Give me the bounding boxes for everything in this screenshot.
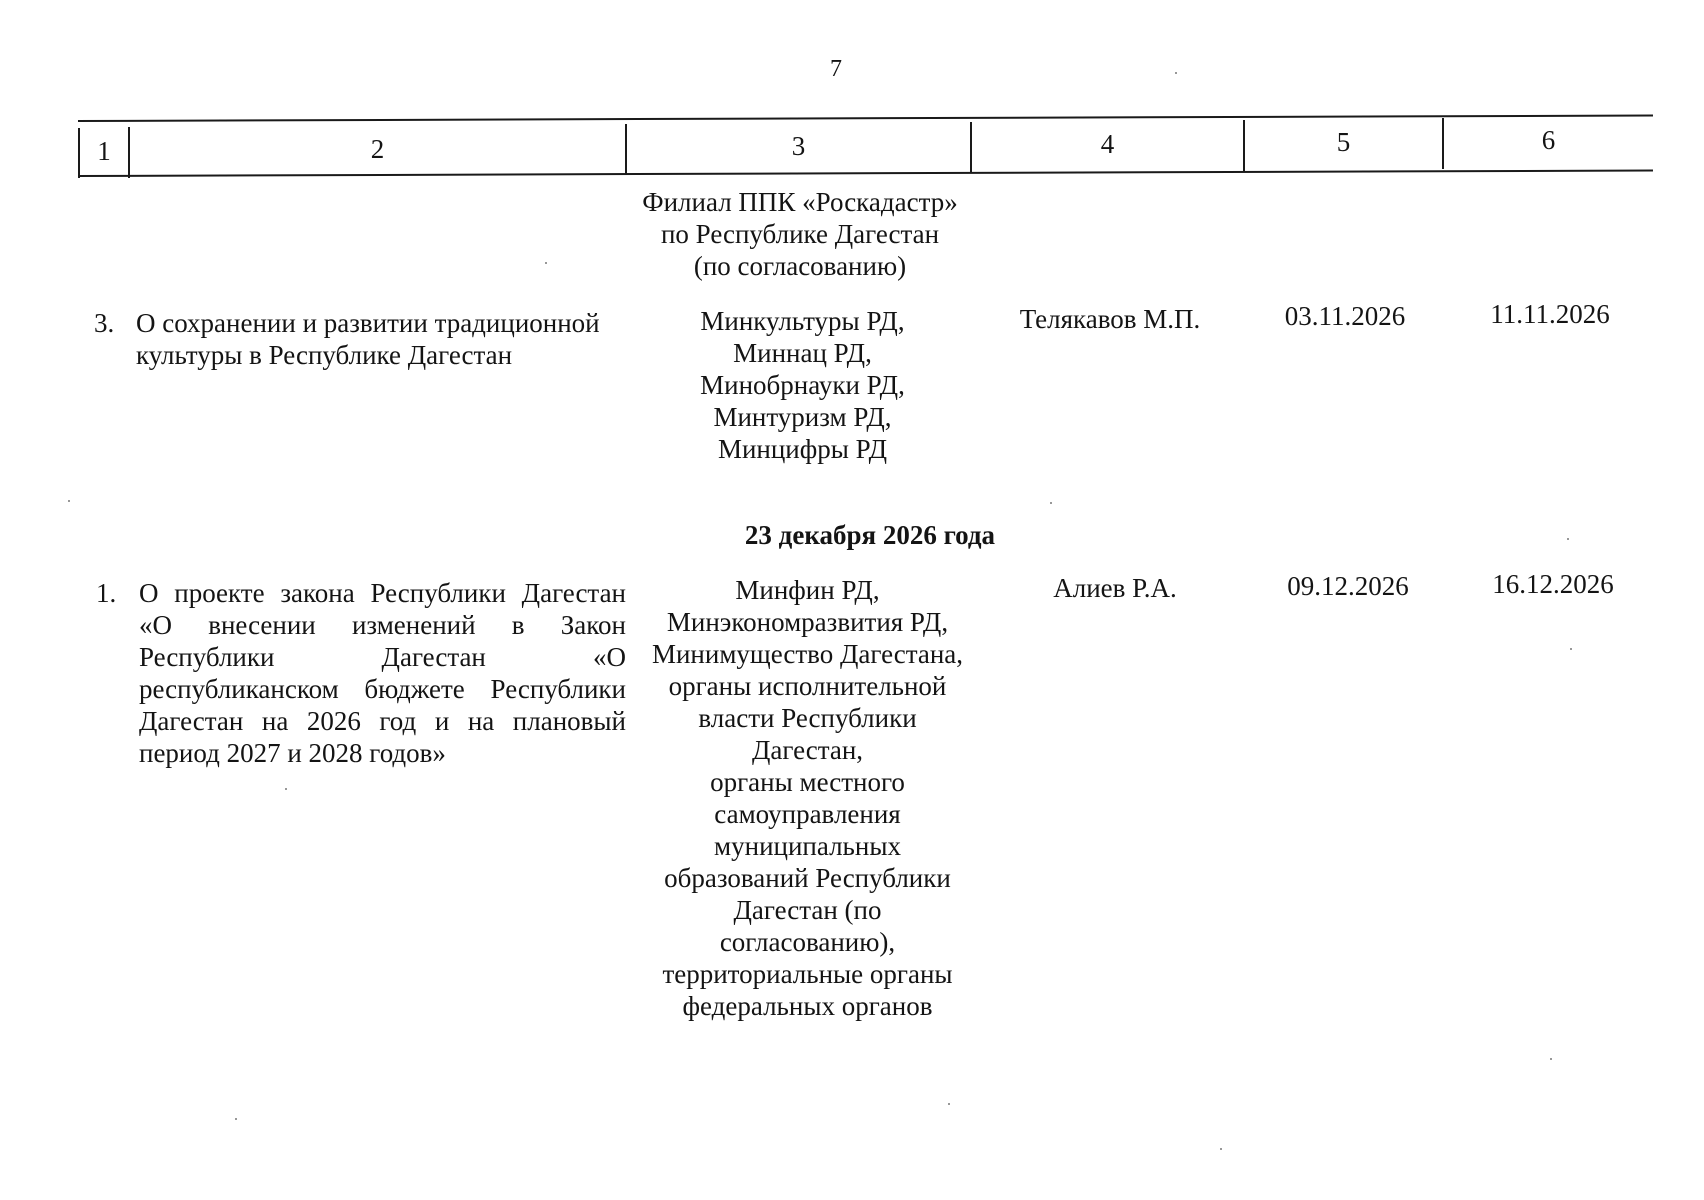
continuation-responsible xyxy=(620,186,980,282)
scan-speck xyxy=(545,262,547,264)
row-date-submit: 03.11.2026 xyxy=(1284,301,1406,331)
scan-speck xyxy=(1220,1148,1222,1150)
responsible-line: Дагестан (по xyxy=(733,895,882,925)
responsible-line: органы исполнительной xyxy=(668,671,947,701)
responsible-line: Минтуризм РД, xyxy=(713,402,892,432)
row-curator: Телякавов М.П. xyxy=(1019,304,1201,334)
responsible-line: федеральных органов xyxy=(682,991,933,1021)
responsible-line: Дагестан, xyxy=(751,735,864,765)
title-line: «О внесении изменений в Закон xyxy=(139,610,626,640)
scan-speck xyxy=(1567,538,1569,540)
responsible-line: Минимущество Дагестана, xyxy=(651,639,964,669)
header-bottom-rule xyxy=(78,170,1653,177)
column-header: 2 xyxy=(370,134,385,164)
scan-speck xyxy=(1570,648,1572,650)
title-line: Республики Дагестан «О xyxy=(139,642,626,672)
title-line: период 2027 и 2028 годов» xyxy=(139,738,446,768)
scan-speck xyxy=(235,1118,237,1120)
responsible-line: образований Республики xyxy=(664,863,951,893)
section-date-heading: 23 декабря 2026 года xyxy=(744,520,996,550)
responsible-line: муниципальных xyxy=(714,831,901,861)
column-header: 3 xyxy=(791,131,806,161)
column-header: 6 xyxy=(1541,125,1556,155)
row-curator: Алиев Р.А. xyxy=(1053,573,1177,603)
header-top-rule xyxy=(78,115,1653,122)
responsible-line: по Республике Дагестан xyxy=(660,219,940,249)
row-responsible xyxy=(640,305,965,465)
responsible-line: самоуправления xyxy=(714,799,901,829)
responsible-line: Минцифры РД xyxy=(717,434,888,464)
responsible-line: Филиал ППК «Роскадастр» xyxy=(642,187,958,217)
title-line: О проекте закона Республики Дагестан xyxy=(139,578,626,608)
row-responsible xyxy=(630,574,985,1022)
title-line: культуры в Республике Дагестан xyxy=(136,340,513,370)
scan-speck xyxy=(1050,502,1052,504)
column-header: 1 xyxy=(97,136,111,166)
responsible-line: Минэкономразвития РД, xyxy=(666,607,949,637)
title-line: О сохранении и развитии традиционной xyxy=(136,308,600,338)
column-header: 5 xyxy=(1336,127,1351,157)
title-line: республиканском бюджете Республики xyxy=(139,674,626,704)
row-title xyxy=(136,307,626,371)
responsible-line: Минфин РД, xyxy=(735,575,880,605)
responsible-line: власти Республики xyxy=(698,703,917,733)
row-number: 1. xyxy=(96,578,117,608)
row-date-submit: 09.12.2026 xyxy=(1287,571,1409,601)
scan-speck xyxy=(285,788,287,790)
row-number: 3. xyxy=(94,308,115,338)
column-header: 4 xyxy=(1100,129,1115,159)
responsible-line: Миннац РД, xyxy=(733,338,872,368)
title-line: Дагестан на 2026 год и на плановый xyxy=(139,706,626,736)
row-date-review: 16.12.2026 xyxy=(1492,569,1614,599)
page-number: 7 xyxy=(830,56,842,82)
responsible-line: органы местного xyxy=(710,767,905,797)
row-date-review: 11.11.2026 xyxy=(1490,299,1610,329)
responsible-line: Минкультуры РД, xyxy=(700,306,905,336)
scan-speck xyxy=(68,500,70,502)
responsible-line: территориальные органы xyxy=(662,959,953,989)
scan-speck xyxy=(1175,72,1177,74)
responsible-line: согласованию), xyxy=(719,927,896,957)
scan-speck xyxy=(948,1103,950,1105)
responsible-line: Минобрнауки РД, xyxy=(700,370,905,400)
responsible-line: (по согласованию) xyxy=(693,251,907,281)
scan-speck xyxy=(1550,1058,1552,1060)
row-title xyxy=(139,577,626,769)
